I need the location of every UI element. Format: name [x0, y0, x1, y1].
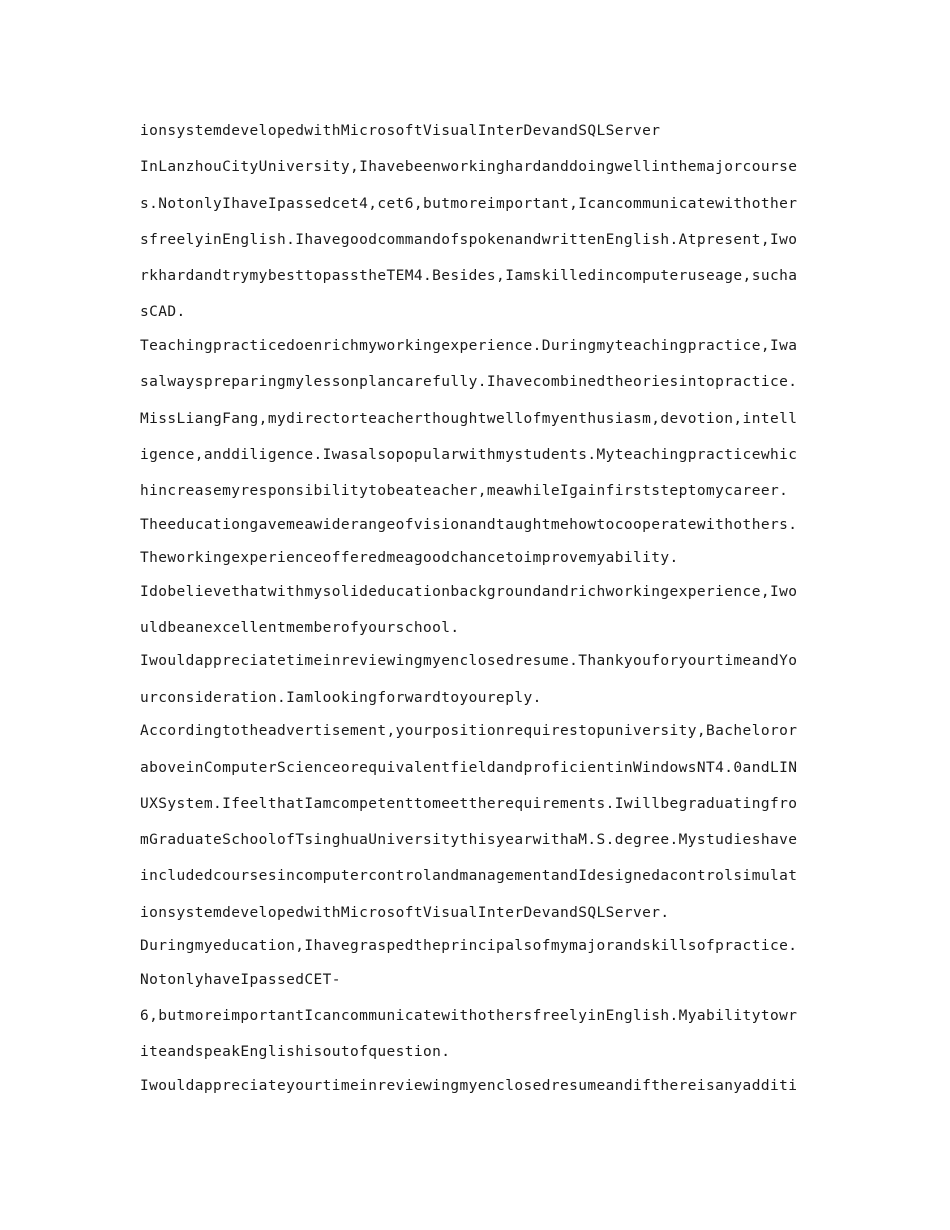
- body-text: [140, 117, 812, 1108]
- text-line: sfreelyinEnglish.IhavegoodcommandofspokenandwrittenEnglish.Atpresent,Iwo: [140, 231, 798, 248]
- text-line: Teachingpracticedoenrichmyworkingexperience.Duringmyteachingpractice,Iwa: [140, 337, 798, 354]
- text-line: Theworkingexperienceofferedmeagoodchancetoimprovemyability.: [140, 550, 679, 567]
- text-line: aboveinComputerScienceorequivalentfieldandproficientinWindowsNT4.0andLIN: [140, 759, 798, 776]
- text-line: hincreasemyresponsibilitytobeateacher,meawhileIgainfirststeptomycareer.: [140, 483, 789, 500]
- text-line: Accordingtotheadvertisement,yourpositionrequirestopuniversity,Bacheloror: [140, 723, 798, 740]
- text-line: Iwouldappreciateyourtimeinreviewingmyenclosedresumeandifthereisanyadditi: [140, 1077, 798, 1094]
- text-line: includedcoursesincomputercontrolandmanagementandIdesignedacontrolsimulat: [140, 868, 798, 885]
- text-line: Iwouldappreciatetimeinreviewingmyenclosedresume.ThankyouforyourtimeandYo: [140, 653, 798, 670]
- text-line: salwayspreparingmylessonplancarefully.Ihavecombinedtheoriesintopractice.: [140, 374, 798, 391]
- text-line: s.NotonlyIhaveIpassedcet4,cet6,butmoreimportant,Icancommunicatewithother: [140, 195, 798, 212]
- text-line: Duringmyeducation,Ihavegraspedtheprincipalsofmymajorandskillsofpractice.: [140, 938, 798, 955]
- text-line: ionsystemdevelopedwithMicrosoftVisualInterDevandSQLServer.: [140, 904, 670, 921]
- text-line: iteandspeakEnglishisoutofquestion.: [140, 1044, 451, 1061]
- text-line: MissLiangFang,mydirectorteacherthoughtwellofmyenthusiasm,devotion,intell: [140, 410, 798, 427]
- text-line: urconsideration.Iamlookingforwardtoyoureply.: [140, 689, 542, 706]
- text-line: rkhardandtrymybesttopasstheTEM4.Besides,Iamskilledincomputeruseage,sucha: [140, 268, 798, 285]
- text-line: ionsystemdevelopedwithMicrosoftVisualInterDevandSQLServer: [140, 123, 661, 139]
- text-line: igence,anddiligence.Iwasalsopopularwithmystudents.Myteachingpracticewhic: [140, 446, 798, 463]
- text-line: NotonlyhaveIpassedCET-: [140, 971, 341, 988]
- text-line: UXSystem.IfeelthatIamcompetenttomeettherequirements.Iwillbegraduatingfro: [140, 795, 798, 812]
- text-line: InLanzhouCityUniversity,Ihavebeenworkinghardanddoingwellinthemajorcourse: [140, 159, 798, 176]
- text-line: sCAD.: [140, 304, 186, 321]
- text-line: uldbeanexcellentmemberofyourschool.: [140, 619, 460, 636]
- text-line: mGraduateSchoolofTsinghuaUniversitythisyearwithaM.S.degree.Mystudieshave: [140, 832, 798, 849]
- text-line: Idobelievethatwithmysolideducationbackgroundandrichworkingexperience,Iwo: [140, 583, 798, 600]
- text-line: 6,butmoreimportantIcancommunicatewithothersfreelyinEnglish.Myabilitytowr: [140, 1008, 798, 1025]
- text-line: Theeducationgavemeawiderangeofvisionandtaughtmehowtocooperatewithothers.: [140, 516, 798, 533]
